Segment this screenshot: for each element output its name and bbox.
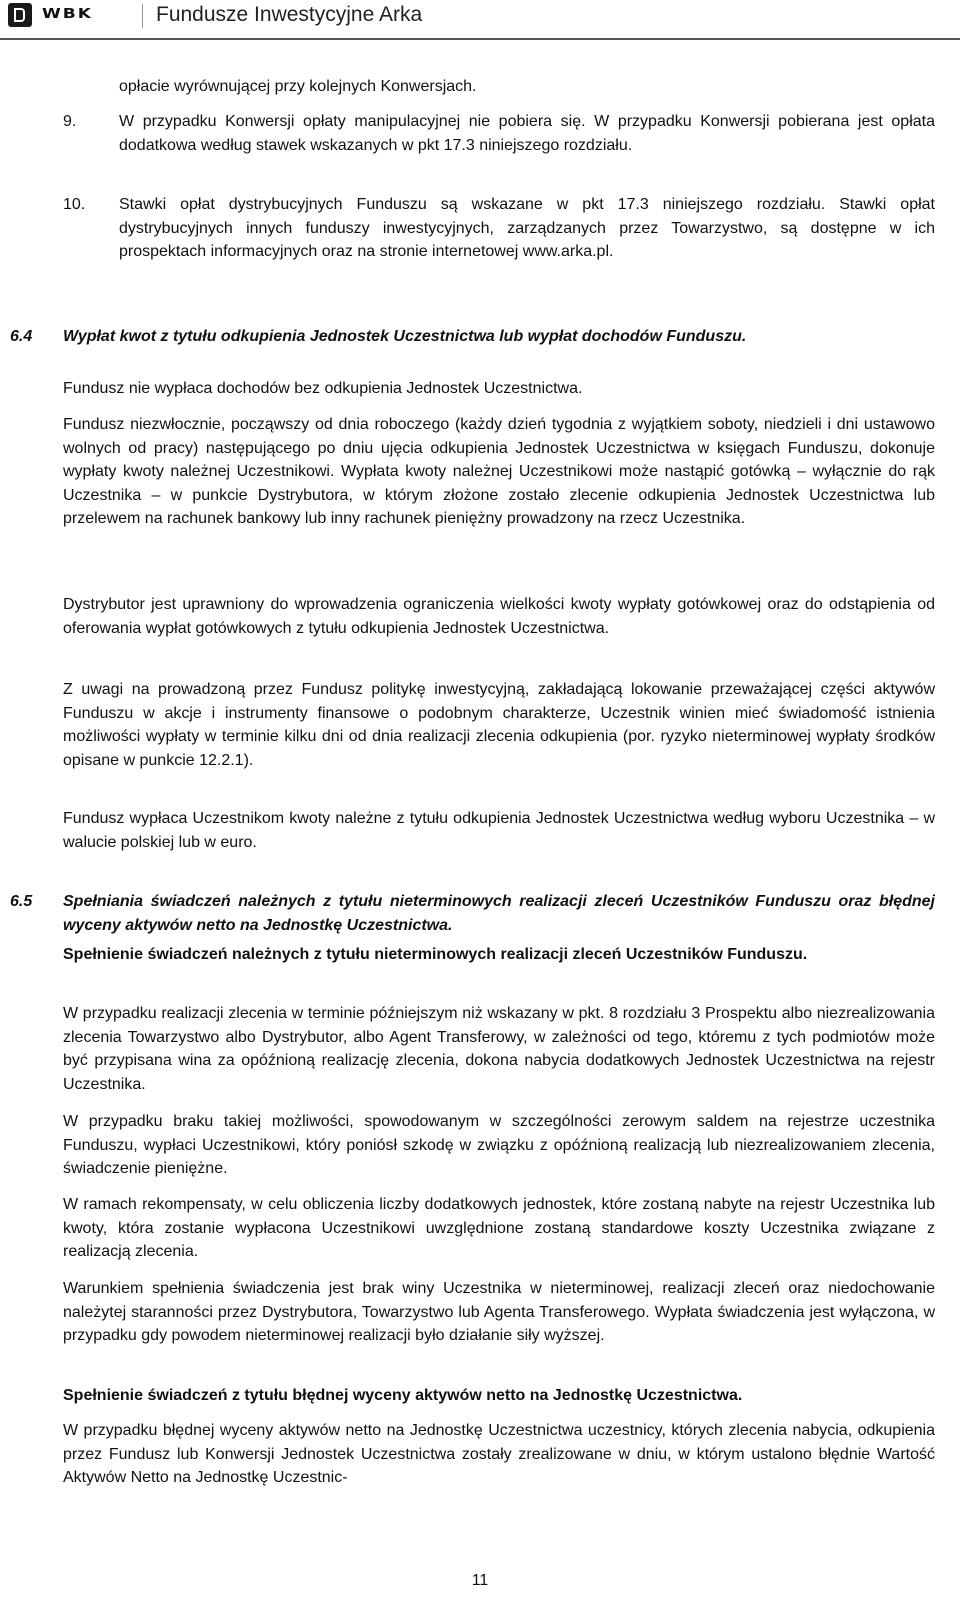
section-6-5-paragraph: W przypadku błędnej wyceny aktywów netto na Jednostkę Uczestnictwa uczestnicy, których zlecenia nabycia, odkupienia przez Fundusz lub Konwersji Jednostek Uczestnictwa zostały zrealizowane w dniu, w którym ustalono błędnie Wartość Aktywów Netto na Jednostkę Uczestnic- (63, 1422, 935, 1486)
subheading: Spełnienie świadczeń z tytułu błędnej wyceny aktywów netto na Jednostkę Uczestnictwa. (63, 1387, 743, 1404)
section-6-5-paragraph: W ramach rekompensaty, w celu obliczenia liczby dodatkowych jednostek, które zostaną nabyte na rejestr Uczestnika lub kwoty, która zostanie wypłacona Uczestnikowi uwzględnione zostaną standardowe koszty Uczestnika związane z realizacją zlecenia. (63, 1196, 935, 1260)
section-6-5-paragraph: W przypadku realizacji zlecenia w terminie późniejszym niż wskazany w pkt. 8 rozdziału 3 Prospektu albo niezrealizowania zlecenia Towarzystwo albo Dystrybutor, albo Agent Transferowy, w zależności od tego, któremu z tych podmiotów może być przypisana wina za opóźnioną realizację zlecenia, dokona nabycia dodatkowych Jednostek Uczestnictwa na rejestr Uczestnika. (63, 1005, 935, 1093)
page-number: 11 (471, 1572, 489, 1589)
section-6-4-paragraph: Dystrybutor jest uprawniony do wprowadzenia ograniczenia wielkości kwoty wypłaty gotówkowej oraz do odstąpienia od oferowania wypłat gotówkowych z tytułu odkupienia Jednostek Uczestnictwa. (63, 596, 935, 637)
section-6-4-paragraph: Z uwagi na prowadzoną przez Fundusz politykę inwestycyjną, zakładającą lokowanie przeważającej części aktywów Funduszu w akcje i instrumenty finansowe o podobnym charakterze, Uczestnik winien mieć świadomość istnienia możliwości wypłaty w terminie kilku dni od dnia realizacji zlecenia odkupienia (por. ryzyko nieterminowej wypłaty środków opisane w punkcie 12.2.1). (63, 681, 935, 769)
section-number-6-5: 6.5 (10, 893, 33, 910)
item-number-10: 10. (63, 196, 86, 213)
paragraph-continuation: opłacie wyrównującej przy kolejnych Konwersjach. (119, 78, 477, 95)
section-6-5-paragraph: Warunkiem spełnienia świadczenia jest brak winy Uczestnika w nieterminowej, realizacji zleceń oraz niedochowanie należytej staranności przez Dystrybutora, Towarzystwo lub Agenta Transferowego. Wypłata świadczenia jest wyłączona, w przypadku gdy powodem nieterminowej realizacji było działanie siły wyższej. (63, 1280, 935, 1344)
subheading: Spełnienie świadczeń należnych z tytułu nieterminowych realizacji zleceń Uczestników Funduszu. (63, 946, 808, 963)
item-10-text: Stawki opłat dystrybucyjnych Funduszu są wskazane w pkt 17.3 niniejszego rozdziału. Stawki opłat dystrybucyjnych innych funduszy inwestycyjnych, zarządzanych przez Towarzystwo, są dostępne w ich prospektach informacyjnych oraz na stronie internetowej www.arka.pl. (119, 196, 935, 260)
logo-wordmark: WBK (42, 6, 93, 22)
section-heading-6-4: Wypłat kwot z tytułu odkupienia Jednostek Uczestnictwa lub wypłat dochodów Funduszu. (63, 328, 747, 345)
section-6-5-paragraph: W przypadku braku takiej możliwości, spowodowanym w szczególności zerowym saldem na rejestrze uczestnika Funduszu, wypłaci Uczestnikowi, który poniósł szkodę w związku z opóźnioną realizacją lub niezrealizowaniem zlecenia, świadczenie pieniężne. (63, 1113, 935, 1177)
header-title: Fundusze Inwestycyjne Arka (156, 3, 423, 26)
bzwbk-logo-icon (8, 3, 32, 27)
header-divider (142, 4, 143, 28)
section-number-6-4: 6.4 (10, 328, 33, 345)
section-6-4-paragraph: Fundusz niezwłocznie, począwszy od dnia roboczego (każdy dzień tygodnia z wyjątkiem soboty, niedzieli i dni ustawowo wolnych od pracy) następującego po dniu ujęcia odkupienia Jednostek Uczestnictwa w księgach Funduszu, dokonuje wypłaty kwoty należnej Uczestnikowi. Wypłata kwoty należnej Uczestnikowi może nastąpić gotówką – wyłącznie do rąk Uczestnika – w punkcie Dystrybutora, w którym złożone zostało zlecenie odkupienia Jednostek Uczestnictwa lub przelewem na rachunek bankowy lub inny rachunek pieniężny prowadzony na rzecz Uczestnika. (63, 416, 935, 527)
header-rule (0, 38, 960, 40)
section-heading-6-5: Spełniania świadczeń należnych z tytułu nieterminowych realizacji zleceń Uczestników Funduszu oraz błędnej wyceny aktywów netto na Jednostkę Uczestnictwa. (63, 893, 935, 934)
section-6-4-paragraph: Fundusz wypłaca Uczestnikom kwoty należne z tytułu odkupienia Jednostek Uczestnictwa według wyboru Uczestnika – w walucie polskiej lub w euro. (63, 810, 935, 851)
section-6-4-paragraph: Fundusz nie wypłaca dochodów bez odkupienia Jednostek Uczestnictwa. (63, 380, 583, 397)
item-number-9: 9. (63, 113, 77, 130)
page-header (0, 0, 960, 40)
item-9-text: W przypadku Konwersji opłaty manipulacyjnej nie pobiera się. W przypadku Konwersji pobierana jest opłata dodatkowa według stawek wskazanych w pkt 17.3 niniejszego rozdziału. (119, 113, 935, 154)
